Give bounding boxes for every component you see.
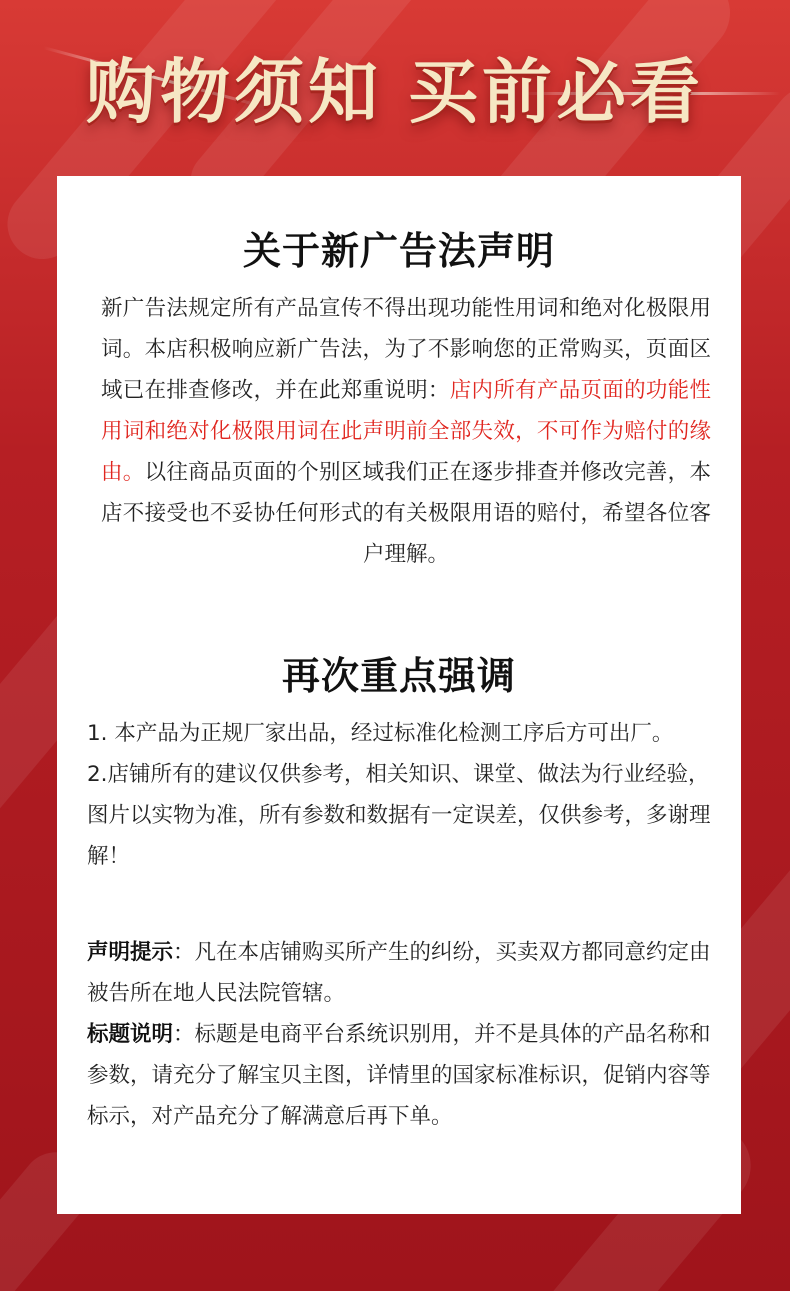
notice-card [57, 176, 741, 1214]
ad-law-text-before: 新广告法规定所有产品宣传不得出现功能性用词和绝对化极限用词。本店积极响应新广告法，为了不影响您的正常购买，页面区域已在排查修改，并在此郑重说明： [101, 296, 711, 403]
statement-label: 声明提示 [87, 940, 174, 965]
emphasis-title: 再次重点强调 [281, 654, 516, 698]
title-note [87, 1014, 717, 1137]
ad-law-text-highlight: 店内所有产品页面的功能性用词和绝对化极限用词在此声明前全部失效，不可作为赔付的缘由。 [101, 378, 711, 485]
ad-law-paragraph [101, 288, 711, 575]
ad-law-text-after: 以往商品页面的个别区域我们正在逐步排查并修改完善，本店不接受也不妥协任何形式的有关极限用语的赔付，希望各位客户理解。 [101, 460, 711, 567]
title-text: ：标题是电商平台系统识别用，并不是具体的产品名称和参数，请充分了解宝贝主图，详情里的国家标准标识，促销内容等标示，对产品充分了解满意后再下单。 [87, 1022, 711, 1129]
ad-law-title: 关于新广告法声明 [242, 229, 555, 273]
emphasis-list [87, 713, 717, 877]
notes-block [87, 932, 717, 1137]
header-title-part2: 买前必看 [408, 51, 704, 133]
emphasis-item-1: 1. 本产品为正规厂家出品，经过标准化检测工序后方可出厂。 [87, 721, 674, 746]
emphasis-item-2: 2.店铺所有的建议仅供参考，相关知识、课堂、做法为行业经验，图片以实物为准，所有参数和数据有一定误差，仅供参考，多谢理解！ [87, 762, 711, 869]
statement-text: ：凡在本店铺购买所产生的纠纷，买卖双方都同意约定由被告所在地人民法院管辖。 [87, 940, 711, 1006]
title-label: 标题说明 [87, 1022, 174, 1047]
statement-note [87, 932, 717, 1014]
page-header-title [0, 36, 790, 137]
header-title-part1: 购物须知 [86, 51, 382, 133]
